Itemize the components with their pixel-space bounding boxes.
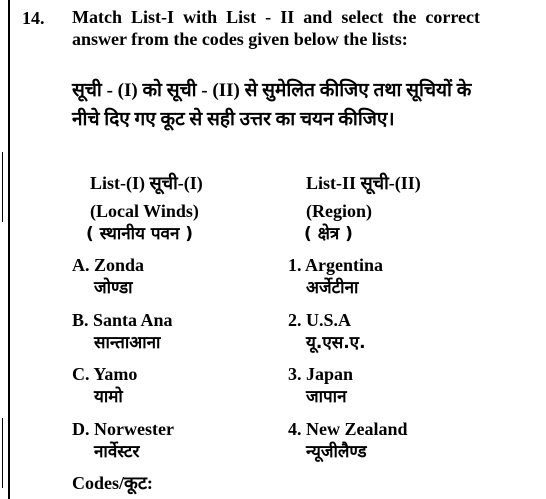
list2-item-3-en: 3. Japan [288, 364, 354, 384]
list1-item-a-hi: जोण्डा [94, 278, 133, 298]
list1-header: List-(I) सूची-(I) [90, 173, 203, 193]
question-number: 14. [22, 8, 45, 28]
list1-item-a-en: A. Zonda [72, 255, 145, 275]
list1-item-d-en: D. Norwester [72, 419, 174, 439]
list1-item-c-hi: यामो [94, 387, 123, 407]
left-border-line [8, 0, 10, 499]
list2-item-2-hi: यू.एस.ए. [306, 333, 366, 353]
list2-subheader-en: (Region) [306, 201, 372, 221]
list1-item-d-hi: नार्वेस्टर [94, 442, 140, 462]
list2-subheader-hi: ( क्षेत्र ) [304, 224, 353, 244]
list1-subheader-en: (Local Winds) [90, 201, 199, 221]
margin-fragment-top [2, 152, 3, 222]
list2-item-4-en: 4. New Zealand [288, 419, 408, 439]
list1-item-c-en: C. Yamo [72, 364, 138, 384]
list1-subheader-hi: ( स्थानीय पवन ) [86, 224, 194, 244]
list2-item-1-hi: अर्जेटीना [306, 278, 359, 298]
question-text-hindi: सूची - (I) को सूची - (II) से सुमेलित कीजिए तथा सूचियों के नीचे दिए गए कूट से सही उत्तर का चयन कीजिए। [72, 80, 472, 130]
list2-header: List-II सूची-(II) [306, 173, 421, 193]
list2-item-4-hi: न्यूजीलैण्ड [306, 442, 367, 462]
list2-item-1-en: 1. Argentina [288, 255, 384, 275]
margin-fragment-bottom [2, 418, 3, 488]
list2-item-3-hi: जापान [306, 387, 347, 407]
question-text-english: Match List-I with List - II and select the correct answer from the codes given below the lists: [72, 7, 480, 49]
list1-item-b-hi: सान्ताआना [94, 333, 161, 353]
codes-label: Codes/कूट: [72, 473, 153, 493]
list2-item-2-en: 2. U.S.A [288, 310, 352, 330]
list1-item-b-en: B. Santa Ana [72, 310, 173, 330]
